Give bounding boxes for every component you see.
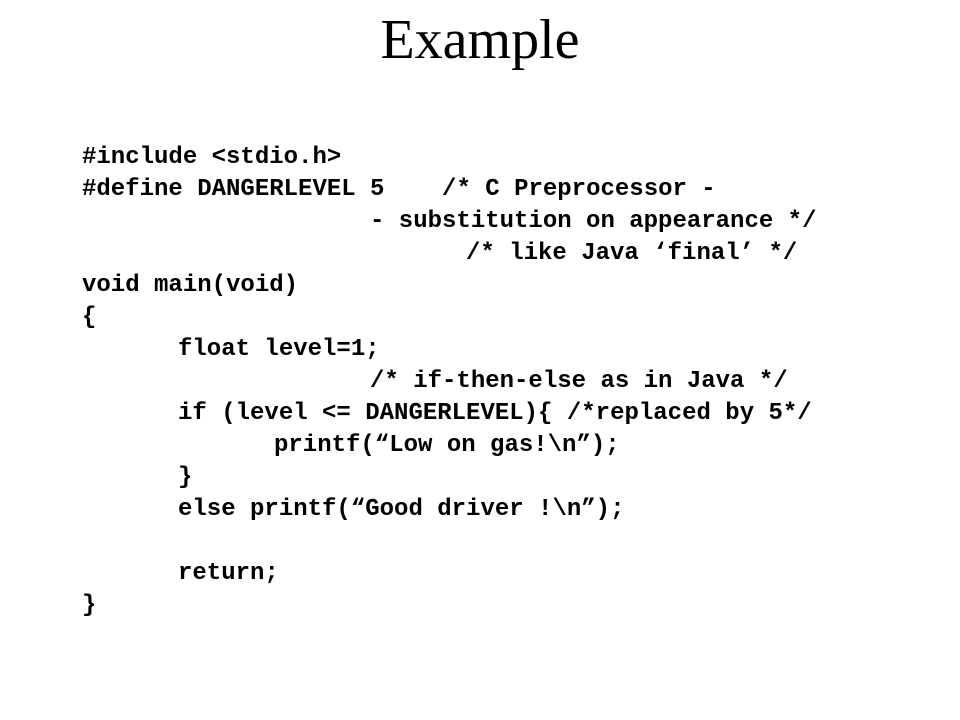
code-block [82,142,816,622]
code-line-return: return; [178,560,279,587]
code-line-else: else printf(“Good driver !\n”); [178,496,625,523]
code-line-define-comment: - substitution on appearance */ [370,208,817,235]
code-line-blank [82,526,816,558]
code-line-include: #include <stdio.h> [82,144,342,171]
code-line-if: if (level <= DANGERLEVEL){ /*replaced by 5*/ [178,400,812,427]
code-line-ite-comment: /* if-then-else as in Java */ [370,368,788,395]
code-line-if-close: } [178,464,193,491]
code-line-close-brace: } [82,592,97,619]
code-line-define: #define DANGERLEVEL 5 /* C Preprocessor - [82,176,716,203]
code-line-float-decl: float level=1; [178,336,380,363]
code-line-open-brace: { [82,304,97,331]
slide-title: Example [380,9,580,71]
code-line-main-signature: void main(void) [82,272,299,299]
code-line-final-comment: /* like Java ‘final’ */ [466,240,798,267]
code-line-printf-low: printf(“Low on gas!\n”); [274,432,620,459]
